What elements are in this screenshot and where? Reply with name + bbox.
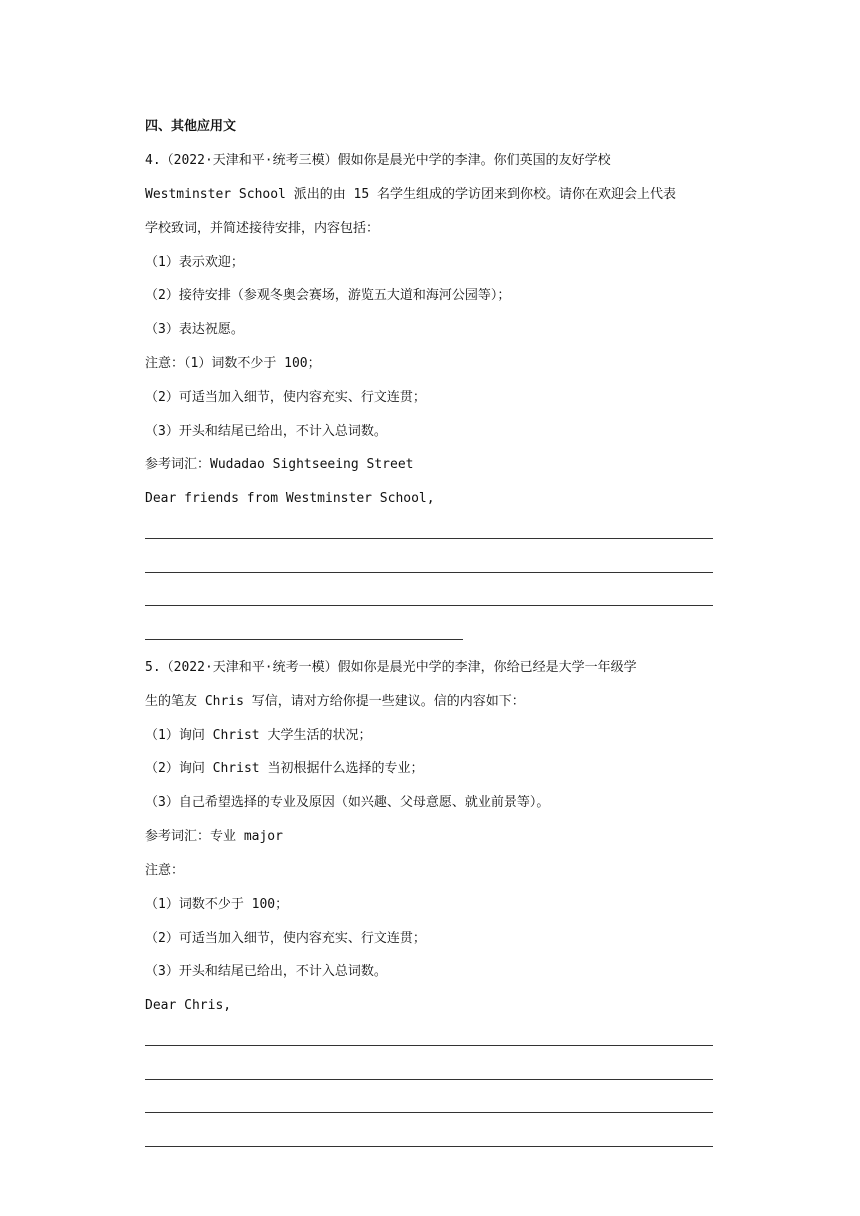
- q4-item-2: （2）接待安排（参观冬奥会赛场，游览五大道和海河公园等）；: [145, 288, 511, 303]
- q5-answer-line-3[interactable]: [145, 1112, 713, 1113]
- q4-salutation: Dear friends from Westminster School,: [145, 491, 435, 506]
- q4-answer-line-2[interactable]: [145, 572, 713, 573]
- q5-prompt-line-2: 生的笔友 Chris 写信，请对方给你提一些建议。信的内容如下：: [145, 694, 525, 709]
- q4-answer-line-3[interactable]: [145, 605, 713, 606]
- q5-answer-line-4[interactable]: [145, 1146, 713, 1147]
- q4-note-1: 注意：（1）词数不少于 100；: [145, 356, 321, 371]
- q5-salutation: Dear Chris,: [145, 998, 232, 1013]
- q5-note-3: （3）开头和结尾已给出，不计入总词数。: [145, 964, 387, 979]
- q4-answer-line-4[interactable]: [145, 639, 463, 640]
- q5-answer-line-2[interactable]: [145, 1079, 713, 1080]
- q4-note-3: （3）开头和结尾已给出，不计入总词数。: [145, 424, 387, 439]
- q5-prompt-line-1: 5.（2022·天津和平·统考一模）假如你是晨光中学的李津，你给已经是大学一年级学: [145, 660, 637, 675]
- q4-prompt-line-2: Westminster School 派出的由 15 名学生组成的学访团来到你校。请你在欢迎会上代表: [145, 187, 677, 202]
- q4-item-3: （3）表达祝愿。: [145, 322, 244, 337]
- q5-item-1: （1）询问 Christ 大学生活的状况；: [145, 728, 372, 743]
- q4-prompt-line-1: 4.（2022·天津和平·统考三模）假如你是晨光中学的李津。你们英国的友好学校: [145, 153, 611, 168]
- q5-answer-line-1[interactable]: [145, 1045, 713, 1046]
- q4-prompt-line-3: 学校致词，并简述接待安排，内容包括：: [145, 221, 380, 236]
- q5-item-3: （3）自己希望选择的专业及原因（如兴趣、父母意愿、就业前景等）。: [145, 795, 550, 810]
- q4-answer-line-1[interactable]: [145, 538, 713, 539]
- q5-item-2: （2）询问 Christ 当初根据什么选择的专业；: [145, 761, 424, 776]
- section-heading: 四、其他应用文: [145, 119, 237, 134]
- q5-note-1: （1）词数不少于 100；: [145, 897, 289, 912]
- q5-vocab: 参考词汇：专业 major: [145, 829, 283, 844]
- q4-item-1: （1）表示欢迎；: [145, 255, 244, 270]
- q4-note-2: （2）可适当加入细节，使内容充实、行文连贯；: [145, 390, 426, 405]
- q5-note-2: （2）可适当加入细节，使内容充实、行文连贯；: [145, 931, 426, 946]
- q5-note-label: 注意：: [145, 863, 185, 878]
- q4-vocab: 参考词汇：Wudadao Sightseeing Street: [145, 457, 414, 472]
